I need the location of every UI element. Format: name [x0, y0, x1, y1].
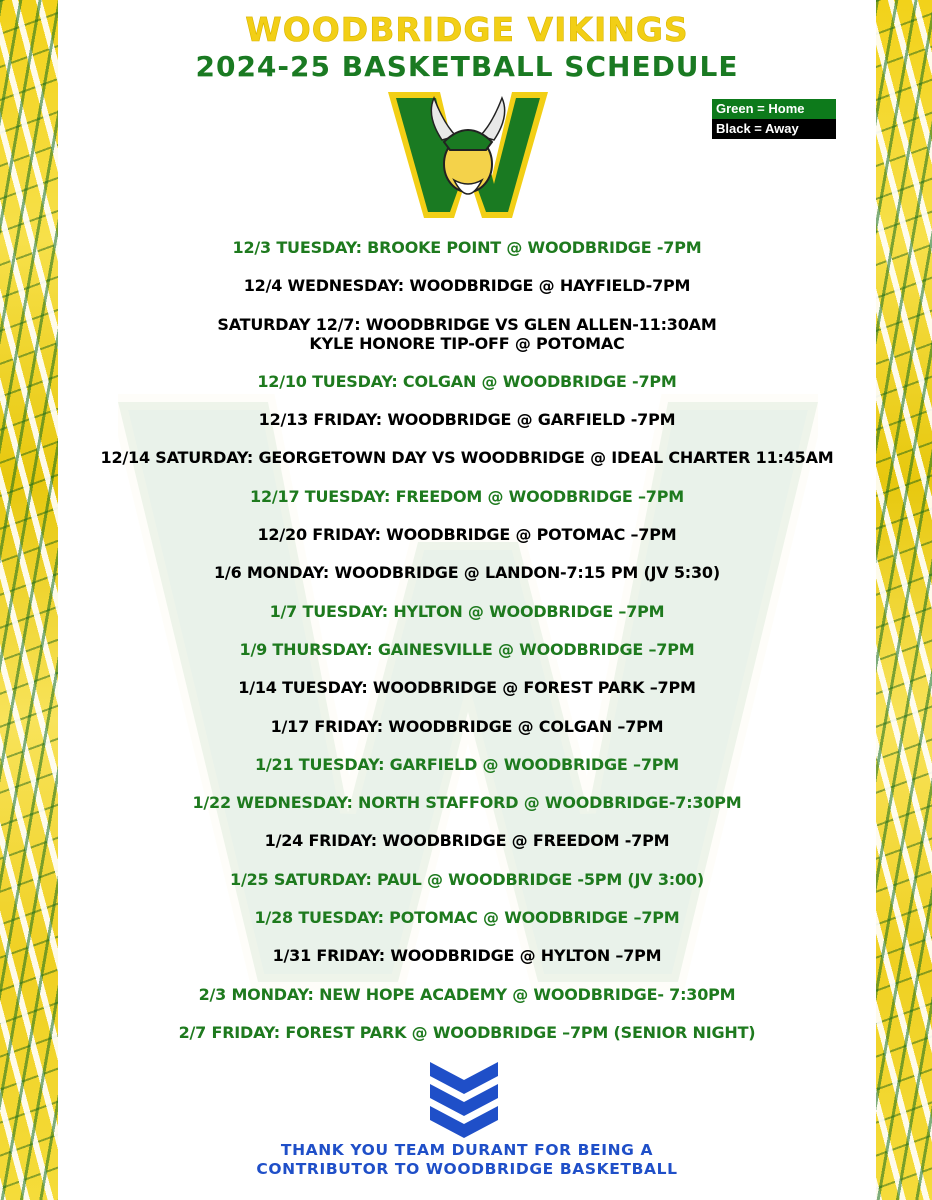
home-away-legend [712, 99, 836, 139]
game-item [68, 755, 866, 774]
game-text: 12/4 WEDNESDAY: WOODBRIDGE @ HAYFIELD-7PM [243, 276, 691, 296]
game-text: 12/10 TUESDAY: COLGAN @ WOODBRIDGE -7PM [257, 371, 677, 391]
game-text: 1/9 THURSDAY: GAINESVILLE @ WOODBRIDGE –7PM [239, 639, 695, 659]
game-text: 1/28 TUESDAY: POTOMAC @ WOODBRIDGE –7PM [254, 908, 680, 928]
sponsor-line-2: CONTRIBUTOR TO WOODBRIDGE BASKETBALL [256, 1160, 678, 1178]
game-item [68, 602, 866, 621]
game-item [68, 908, 866, 927]
game-item [68, 946, 866, 965]
game-item [68, 831, 866, 850]
game-text: 12/13 FRIDAY: WOODBRIDGE @ GARFIELD -7PM [258, 410, 676, 430]
game-item [68, 315, 866, 353]
game-text: 1/14 TUESDAY: WOODBRIDGE @ FOREST PARK –7PM [238, 678, 696, 698]
game-item [68, 372, 866, 391]
game-item [68, 870, 866, 889]
game-text: 1/7 TUESDAY: HYLTON @ WOODBRIDGE –7PM [269, 601, 665, 621]
game-item [68, 640, 866, 659]
game-item [68, 985, 866, 1004]
game-item [68, 1023, 866, 1042]
game-text: 12/3 TUESDAY: BROOKE POINT @ WOODBRIDGE -7PM [232, 238, 702, 257]
game-text: 2/3 MONDAY: NEW HOPE ACADEMY @ WOODBRIDGE- 7:30PM [198, 984, 736, 1004]
game-item [68, 793, 866, 812]
game-item [68, 276, 866, 295]
game-item [68, 525, 866, 544]
game-text: 1/24 FRIDAY: WOODBRIDGE @ FREEDOM -7PM [264, 831, 670, 851]
schedule-flyer [68, 2, 866, 1198]
game-text: 12/20 FRIDAY: WOODBRIDGE @ POTOMAC –7PM [257, 525, 677, 545]
left-decorative-border [0, 0, 58, 1200]
game-item [68, 448, 866, 467]
game-text: 1/25 SATURDAY: PAUL @ WOODBRIDGE -5PM (JV 3:00) [230, 869, 704, 889]
game-text: 2/7 FRIDAY: FOREST PARK @ WOODBRIDGE –7PM (SENIOR NIGHT) [178, 1022, 756, 1042]
game-text: 1/31 FRIDAY: WOODBRIDGE @ HYLTON –7PM [272, 946, 662, 966]
page-title: WOODBRIDGE VIKINGS [245, 10, 689, 49]
game-text: 1/17 FRIDAY: WOODBRIDGE @ COLGAN –7PM [270, 716, 664, 736]
game-item [68, 678, 866, 697]
game-item [68, 238, 866, 257]
game-text: 12/14 SATURDAY: GEORGETOWN DAY VS WOODBRIDGE @ IDEAL CHARTER 11:45AM [100, 448, 834, 468]
game-schedule-list [68, 238, 866, 1061]
legend-away: Black = Away [712, 119, 836, 139]
viking-w-logo-icon [386, 88, 550, 222]
game-item [68, 717, 866, 736]
sponsor-line-1: THANK YOU TEAM DURANT FOR BEING A [280, 1141, 654, 1159]
game-text: 1/22 WEDNESDAY: NORTH STAFFORD @ WOODBRIDGE-7:30PM [192, 793, 742, 813]
game-item [68, 563, 866, 582]
game-item [68, 410, 866, 429]
page-subtitle: 2024-25 BASKETBALL SCHEDULE [195, 50, 739, 83]
game-text: 1/6 MONDAY: WOODBRIDGE @ LANDON-7:15 PM (JV 5:30) [214, 563, 720, 583]
chevron-stack-icon [430, 1062, 498, 1138]
game-subtext: KYLE HONORE TIP-OFF @ POTOMAC [309, 333, 625, 353]
game-text: 1/21 TUESDAY: GARFIELD @ WOODBRIDGE –7PM [254, 754, 680, 774]
right-decorative-border [876, 0, 932, 1200]
legend-home: Green = Home [712, 99, 836, 119]
game-text: 12/17 TUESDAY: FREEDOM @ WOODBRIDGE –7PM [250, 486, 684, 506]
game-text: SATURDAY 12/7: WOODBRIDGE VS GLEN ALLEN-11:30AM [217, 314, 717, 334]
game-item [68, 487, 866, 506]
